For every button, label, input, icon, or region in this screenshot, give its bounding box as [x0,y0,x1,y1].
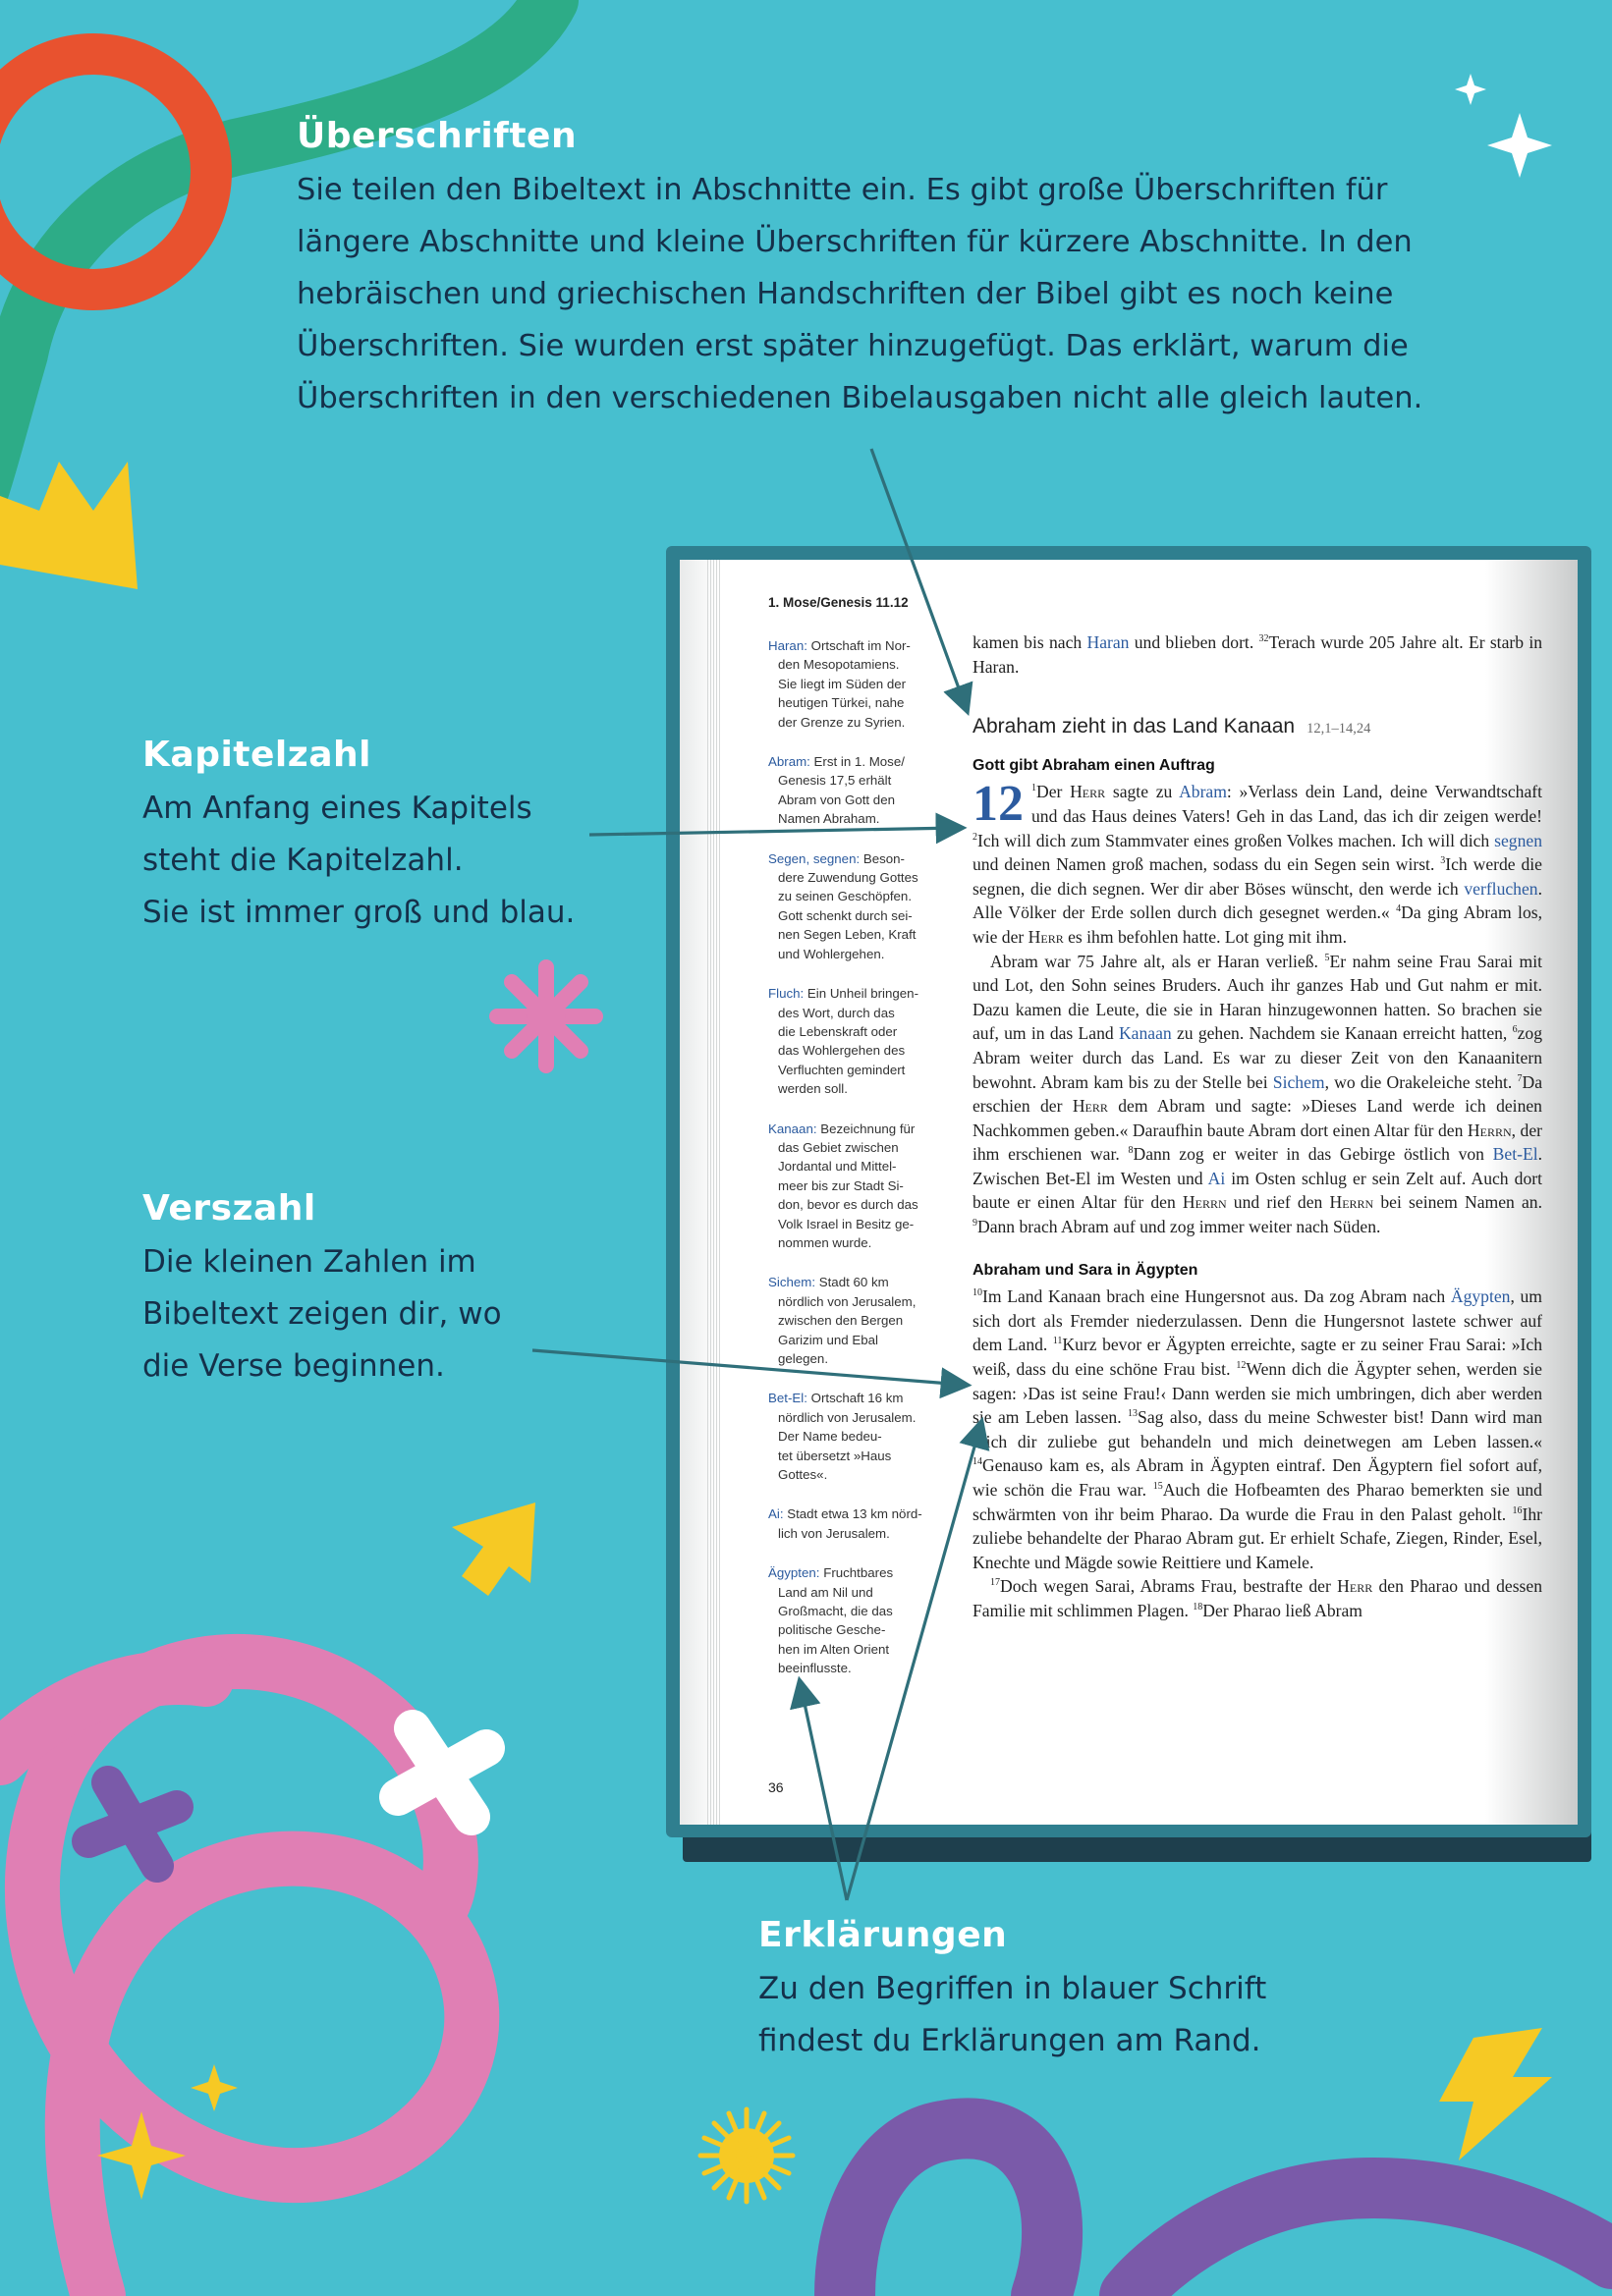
verse-number: 17 [990,1577,1000,1589]
callout-title: Überschriften [297,116,578,156]
callout-text: Die kleinen Zahlen im Bibeltext zeigen dir, wo die Verse beginnen. [142,1244,502,1384]
verse-number: 11 [1052,1336,1063,1347]
glossary-entry: Sichem: Stadt 60 km nördlich von Jerusalem, zwischen den Bergen Garizim und Ebal gelegen. [768,1275,917,1366]
glossary-entry: Ai: Stadt etwa 13 km nörd- lich von Jerusalem. [768,1506,922,1541]
verse-number: 12 [1236,1360,1247,1372]
verse-number: 1 [1031,783,1036,794]
callout-text: Zu den Begriffen in blauer Schrift findest du Erklärungen am Rand. [758,1971,1267,2058]
glossary-entry: Ägypten: Fruchtbares Land am Nil und Großmacht, die das politische Gesche- hen im Alten Orient beeinflusste. [768,1565,894,1676]
chapter-number: 12 [973,776,1024,833]
verse-number: 14 [973,1456,982,1468]
paragraph: Abram war 75 Jahre alt, als er Haran verließ. $^5$Er nahm seine Frau Sarai mit und Lot, den Sohn seines Bruders. Auch ihr ganzes Hab und Gut nahm er mit. Dazu kamen die Leute, die sie in Haran hinzugewonnen hatten. So brachen sie auf, um in das Land Kanaan zu gehen. Nachdem sie Kanaan erreicht hatten, $^6$zog Abram weiter durch das Land. Es war zu dieser Zeit von den Kanaanitern bewohnt. Abram kam bis zu der Stelle bei Sichem, wo die Orakeleiche steht. $^7$Da erschien der Herr dem Abram und sagte: »Dieses Land werde ich deinen Nachkommen geben.« Daraufhin baute Abram dort einen Altar für den Herrn, der ihm erschienen war. $^8$Dann zog er weiter in das Gebirge östlich von Bet-El. Zwischen Bet-El im Westen und Ai im Osten schlug er sein Zelt auf. Auch dort baute er einen Altar für den Herrn und rief den Herrn bei seinem Namen an. $^9$Dann brach Abram auf und zog immer weiter nach Süden. [973,951,1543,1237]
callout-title: Kapitelzahl [142,735,371,775]
verse-number: 2 [973,831,977,843]
verse-number: 15 [1152,1481,1163,1493]
callout-text: Sie teilen den Bibeltext in Abschnitte ein. Es gibt große Überschriften für längere Abschnitte und kleine Überschriften für kürzere Abschnitte. In den hebräischen und griechischen Handschriften der Bibel gibt es noch keine Überschriften. Sie wurden erst später hinzugefügt. Das erklärt, warum die Überschriften in den verschiedenen Bibelausgaben nicht alle gleich lauten. [297,173,1423,415]
verse-number: 4 [1396,903,1402,915]
glossary-entry: Haran: Ortschaft im Nor- den Mesopotamiens. Sie liegt im Süden der heutigen Türkei, nahe der Grenze zu Syrien. [768,638,911,730]
glossary-entry: Kanaan: Bezeichnung für das Gebiet zwischen Jordantal und Mittel- meer bis zur Stadt Si- don, bevor es durch das Volk Israel in Besitz ge- nommen wurde. [768,1121,918,1250]
verse-number: 7 [1517,1072,1523,1084]
arrow-ueberschriften [871,449,966,707]
glossary-entry: Fluch: Ein Unheil bringen- des Wort, durch das die Lebenskraft oder das Wohlergehen des Verfluchten gemindert werden soll. [768,986,919,1097]
glossary-entry: Segen, segnen: Beson- dere Zuwendung Gottes zu seinen Geschöpfen. Gott schenkt durch sei- nen Segen Leben, Kraft und Wohlergehen. [768,850,918,961]
glossary-entry: Bet-El: Ortschaft 16 km nördlich von Jerusalem. Der Name bedeu- tet übersetzt »Haus Gottes«. [768,1391,917,1483]
callout-text: Am Anfang eines Kapitels steht die Kapitelzahl. Sie ist immer groß und blau. [142,791,576,930]
arrow-kapitelzahl [589,828,958,835]
arrow-erklaerungen-margin [801,1685,847,1900]
subheading: Abraham und Sara in Ägypten [973,1261,1198,1279]
arrow-verszahl [532,1350,963,1385]
arrow-erklaerungen-text [847,1426,980,1900]
section-reference: 12,1–14,24 [1306,721,1371,738]
paragraph: 12 $^1$Der Herr sagte zu Abram: »Verlass dein Land, deine Verwandtschaft und das Haus deines Vaters! Geh in das Land, das ich dir zeigen werde! $^2$Ich will dich zum Stammvater eines großen Volkes machen. Ich will dich segnen und deinen Namen groß machen, sodass du ein Segen sein wirst. $^3$Ich werde die segnen, die dich segnen. Wer dir aber Böses wünscht, den werde ich verfluchen. Alle Völker der Erde sollen durch dich gesegnet werden.« $^4$Da ging Abram los, wie der Herr es ihm befohlen hatte. Lot ging mit ihm. [973,776,1543,947]
paragraph: $^{17}$Doch wegen Sarai, Abrams Frau, bestrafte der Herr den Pharao und dessen Familie mit schlimmen Plagen. $^{18}$Der Pharao ließ Abram [973,1576,1542,1620]
verse-number: 13 [1128,1408,1139,1420]
verse-number: 32 [1258,633,1269,645]
paragraph: kamen bis nach Haran und blieben dort. $^{32}$Terach wurde 205 Jahre alt. Er starb in Haran. [973,632,1542,677]
verse-number: 3 [1440,855,1446,867]
callout-title: Verszahl [142,1188,316,1229]
section-heading: Abraham zieht in das Land Kanaan 12,1–14,24 [973,715,1371,738]
glossary-entry: Abram: Erst in 1. Mose/ Genesis 17,5 erhält Abram von Gott den Namen Abraham. [768,754,905,827]
verse-number: 9 [973,1218,977,1230]
callout-title: Erklärungen [758,1915,1008,1955]
verse-number: 6 [1512,1024,1518,1036]
verse-number: 16 [1512,1504,1523,1516]
page-number: 36 [768,1779,784,1795]
verse-number: 5 [1324,952,1330,963]
paragraph: $^{10}$Im Land Kanaan brach eine Hungersnot aus. Da zog Abram nach Ägypten, um sich dort als Fremder niederzulassen. Denn die Hungersnot lastete schwer auf dem Land. $^{11}$Kurz bevor er Ägypten erreichte, sagte er zu seiner Frau Sarai: »Ich weiß, dass du eine schöne Frau bist. $^{12}$Wenn dich die Ägypter sehen, werden sie sagen: ›Das ist seine Frau!‹ Dann werden sie mich umbringen, dich aber werden sie am Leben lassen. $^{13}$Sag also, dass du meine Schwester bist! Dann wird man mich dir zuliebe gut behandeln und mich deinetwegen am Leben lassen.« $^{14}$Genauso kam es, als Abram in Ägypten eintraf. Den Ägyptern fiel sofort auf, wie schön die Frau war. $^{15}$Auch die Hofbeamten des Pharao bemerkten sie und schwärmten von ihr beim Pharao. Da wurde die Frau in den Palast geholt. $^{16}$Ihr zuliebe behandelte der Pharao Abram gut. Er erhielt Schafe, Ziegen, Rinder, Esel, Knechte und Mägde sowie Reittiere und Kamele. [973,1286,1542,1572]
verse-number: 8 [1128,1145,1134,1157]
subheading: Gott gibt Abraham einen Auftrag [973,756,1215,774]
verse-number: 10 [973,1287,982,1299]
verse-number: 18 [1193,1602,1203,1613]
running-head: 1. Mose/Genesis 11.12 [768,595,909,610]
